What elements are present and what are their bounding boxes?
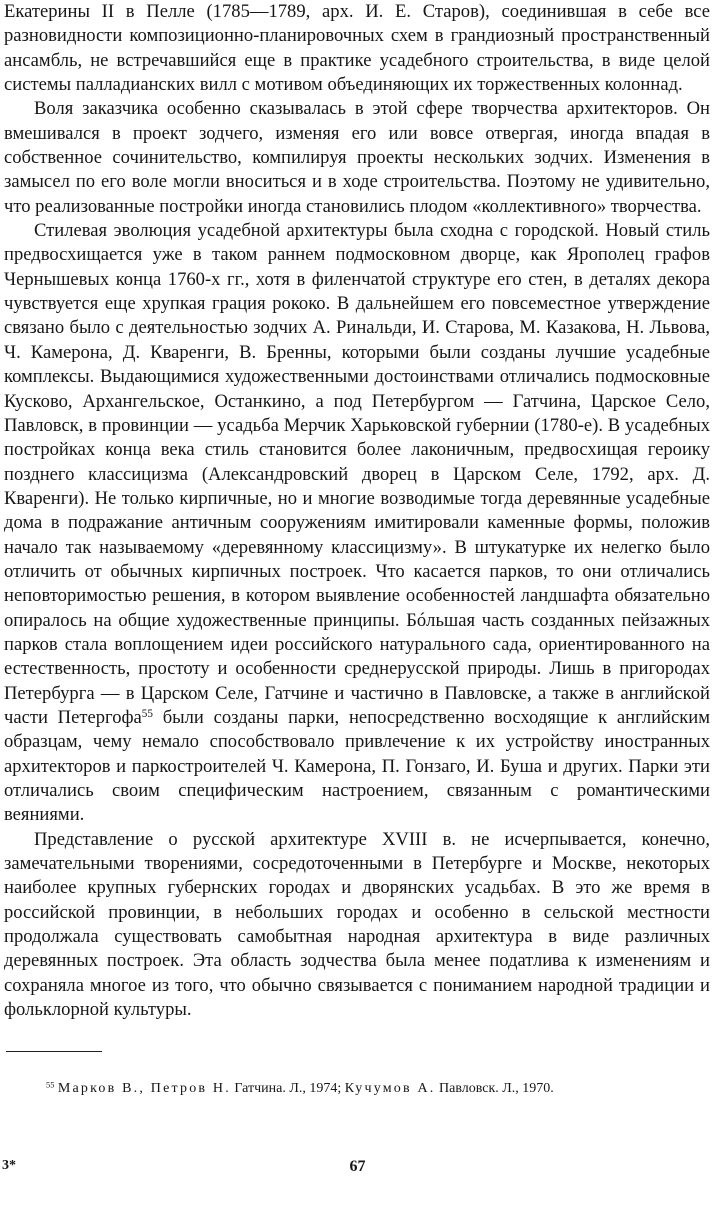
signature-mark: 3* bbox=[2, 1158, 16, 1173]
footnote-work-2: Павловск. Л., 1970. bbox=[439, 1081, 554, 1096]
paragraph-1: Екатерины II в Пелле (1785—1789, арх. И. Е. Старов), соединившая в себе все разновидности композиционно-планировочных схем в грандиозный пространственный ансамбль, не встречавшийся еще в практике усадебного строительства, в виде целой системы палладианских вилл с мотивом объединяющих их торжественных колоннад. bbox=[4, 1, 710, 96]
footnote-number: 55 bbox=[46, 1080, 55, 1090]
page-number: 67 bbox=[349, 1158, 366, 1175]
paragraph-2: Воля заказчика особенно сказывалась в этой сфере творчества архитекторов. Он вмешивался в проект зодчего, изменяя его или вовсе отвергая, иногда впадая в собственное сочинительство, компилируя проекты нескольких зодчих. Изменения в замысел по его воле могли вноситься и в ходе строительства. Поэтому не удивительно, что реализованные постройки иногда становились плодом «коллективного» творчества. bbox=[4, 98, 710, 217]
paragraph-3-continuation: были созданы парки, непосредственно восходящие к английским образцам, чему немало способствовало привлечение к их устройству иностранных архитекторов и паркостроителей Ч. Камерона, П. Гонзаго, И. Буша и других. Парки эти отличались своим специфическим настроением, связанным с романтическими веяниями. bbox=[4, 706, 710, 826]
footnote-author-2: Кучумов А. bbox=[344, 1081, 436, 1096]
footnote-work-1: Гатчина. Л., 1974; bbox=[234, 1081, 342, 1096]
body-text bbox=[4, 0, 710, 1022]
paragraph-3-text: Стилевая эволюция усадебной архитектуры была сходна с городской. Новый стиль предвосхищается уже в таком раннем подмосковном дворце, как Ярополец графов Чернышевых конца 1760-х гг., хотя в филенчатой структуре его стен, в деталях декора чувствуется еще хрупкая грация рококо. В дальнейшем его повсеместное утверждение связано было с деятельностью зодчих А. Ринальди, И. Старова, М. Казакова, Н. Львова, Ч. Камерона, Д. Кваренги, В. Бренны, которыми были созданы лучшие усадебные комплексы. Выдающимися художественными достоинствами отличались подмосковные Кусково, Архангельское, Останкино, а под Петербургом — Гатчина, Царское Село, Павловск, в провинции — усадьба Мерчик Харьковской губернии (1780-е). В усадебных постройках конца века стиль становится более лаконичным, предвосхищая героику позднего классицизма (Александровский дворец в Царском Селе, 1792, арх. Д. Кваренги). Не только кирпичные, но и многие возводимые тогда деревянные усадебные дома в подражание античным сооружениям имитировали каменные формы, положив начало так называемому «деревянному классицизму». В штукатурке их нелегко было отличить от обычных кирпичных построек. Что касается парков, то они отличались неповторимостью решения, в котором выявление особенностей ландшафта обязательно опиралось на общие художественные принципы. Бóльшая часть созданных пейзажных парков стала воплощением идеи российского натурального сада, ориентированного на естественность, простоту и особенности среднерусской природы. Лишь в пригородах Петербурга — в Царском Селе, Гатчине и частично в Павловске, а также в английской части Петергофа bbox=[4, 220, 710, 728]
footnote bbox=[6, 1079, 710, 1099]
paragraph-4: Представление о русской архитектуре XVIII в. не исчерпывается, конечно, замечательными творениями, сосредоточенными в Петербурге и Москве, некоторых наиболее крупных губернских городах и дворянских усадьбах. В это же время в российской провинции, в небольших городах и особенно в сельской местности продолжала существовать самобытная народная архитектура в виде различных деревянных построек. Эта область зодчества была менее податлива к изменениям и сохраняла многое из того, что обычно связывается с пониманием народной традиции и фольклорной культуры. bbox=[4, 828, 710, 1021]
footnote-reference[interactable]: 55 bbox=[141, 707, 153, 720]
footnote-author-1: Марков В., Петров Н. bbox=[57, 1081, 231, 1096]
paragraph-3 bbox=[4, 219, 710, 828]
footnote-divider bbox=[6, 1051, 102, 1052]
